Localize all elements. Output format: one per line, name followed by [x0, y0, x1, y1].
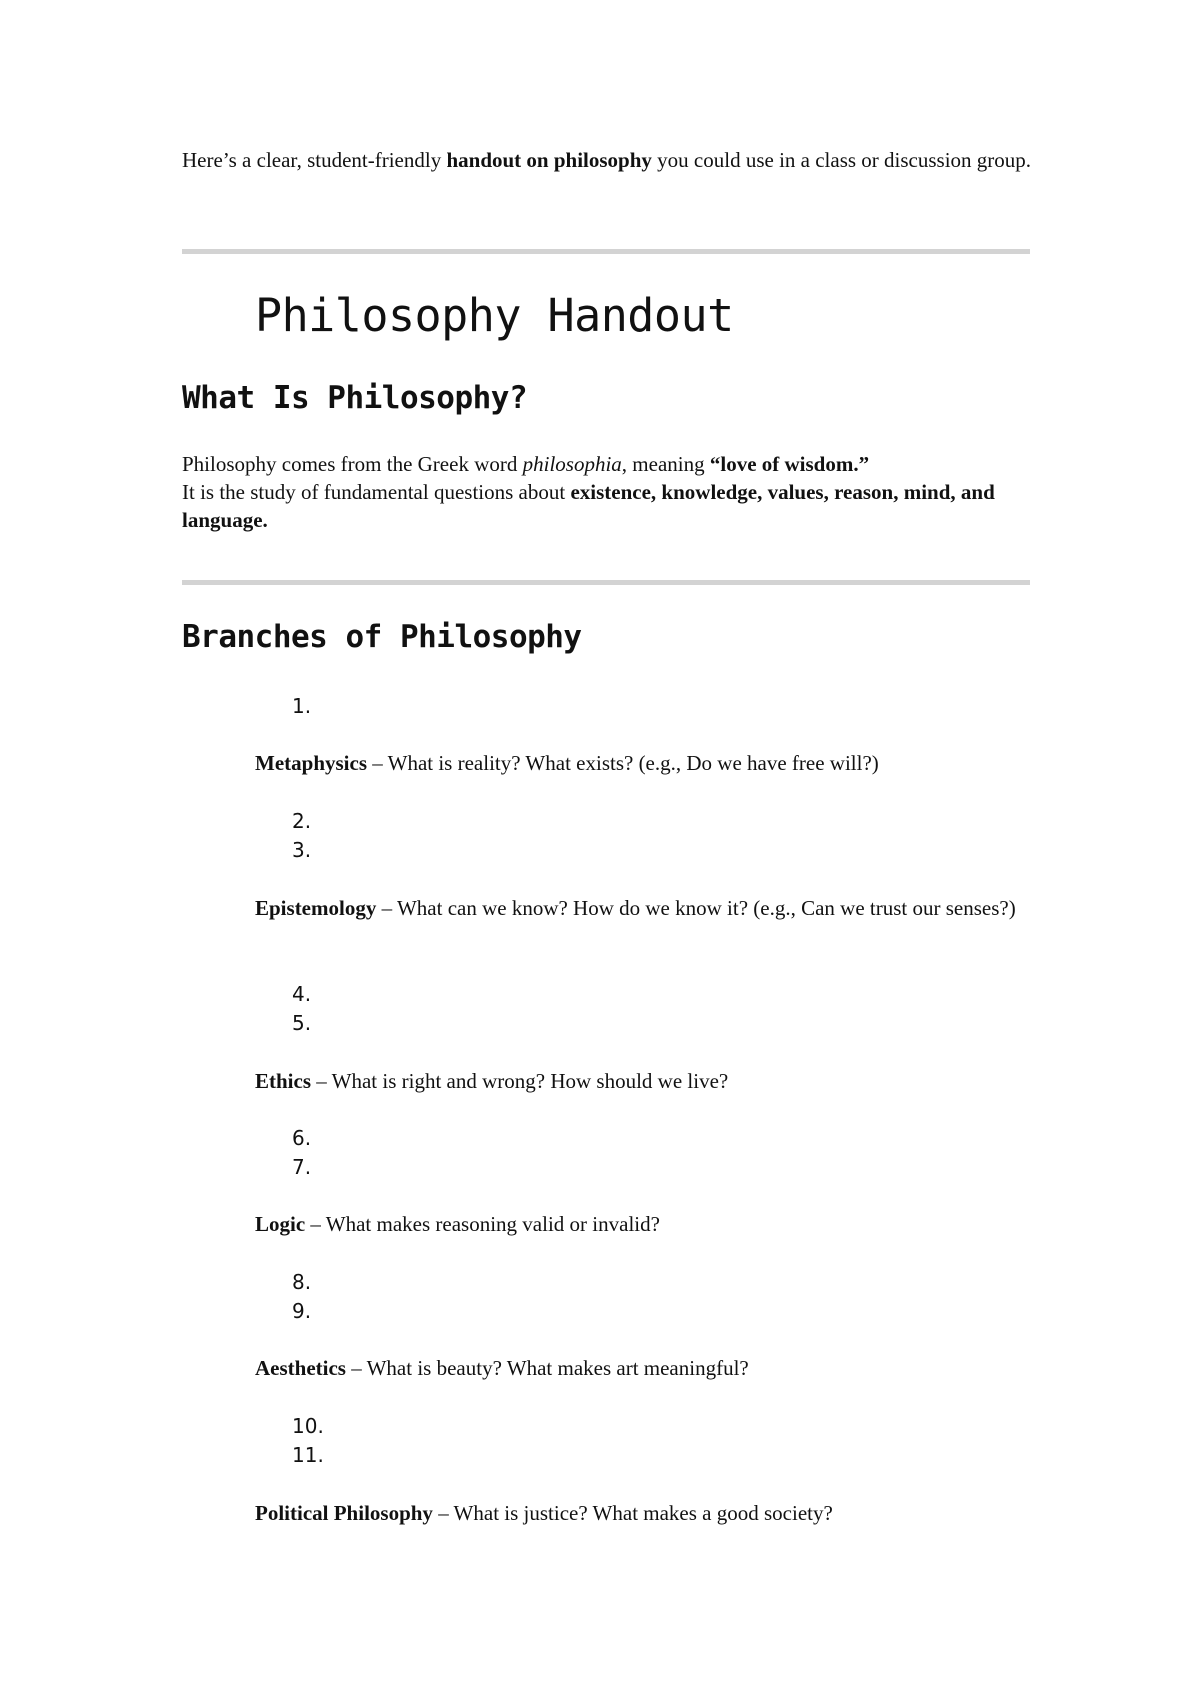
- list-number: 2.: [292, 809, 312, 833]
- branch-item: [255, 749, 1035, 777]
- branch-name: Ethics: [255, 1069, 312, 1093]
- list-number: 1.: [292, 694, 312, 718]
- branch-description: – What can we know? How do we know it? (e.g., Can we trust our senses?): [376, 896, 1016, 920]
- list-number: 3.: [292, 838, 312, 862]
- list-number: 6.: [292, 1126, 312, 1150]
- definition-text: Philosophy comes from the Greek word: [182, 452, 523, 476]
- branch-name: Metaphysics: [255, 751, 367, 775]
- branch-description: – What is right and wrong? How should we live?: [311, 1069, 729, 1093]
- intro-paragraph: [182, 146, 1042, 174]
- definition-paragraph: [182, 450, 1042, 534]
- horizontal-rule: [182, 249, 1030, 254]
- section-heading-what-is: What Is Philosophy?: [182, 380, 528, 416]
- branch-name: Political Philosophy: [255, 1501, 433, 1525]
- branch-name: Epistemology: [255, 896, 377, 920]
- branch-description: – What is justice? What makes a good society?: [432, 1501, 833, 1525]
- branch-name: Aesthetics: [255, 1356, 346, 1380]
- definition-text: It is the study of fundamental questions about: [182, 480, 571, 504]
- branch-description: – What makes reasoning valid or invalid?: [305, 1212, 660, 1236]
- list-number: 9.: [292, 1299, 312, 1323]
- branch-item: [255, 1067, 1035, 1095]
- list-number: 5.: [292, 1011, 312, 1035]
- branch-description: – What is reality? What exists? (e.g., Do we have free will?): [367, 751, 879, 775]
- definition-bold: “love of wisdom.”: [709, 452, 870, 476]
- branch-item: [255, 1499, 1035, 1527]
- greek-word: philosophia: [522, 452, 622, 476]
- intro-text-end: you could use in a class or discussion group.: [651, 148, 1032, 172]
- list-number: 8.: [292, 1270, 312, 1294]
- list-number: 11.: [292, 1443, 324, 1467]
- definition-bold-list: existence, knowledge, values, reason, mind, and language.: [182, 480, 995, 532]
- branch-description: – What is beauty? What makes art meaningful?: [345, 1356, 749, 1380]
- definition-text: , meaning: [621, 452, 710, 476]
- intro-bold-text: handout on philosophy: [446, 148, 652, 172]
- list-number: 4.: [292, 982, 312, 1006]
- page-title: Philosophy Handout: [255, 289, 734, 342]
- horizontal-rule: [182, 580, 1030, 585]
- branch-item: [255, 1354, 1035, 1382]
- section-heading-branches: Branches of Philosophy: [182, 619, 582, 655]
- list-number: 7.: [292, 1155, 312, 1179]
- branch-item: [255, 1210, 1035, 1238]
- branch-item: [255, 894, 1035, 922]
- list-number: 10.: [292, 1414, 324, 1438]
- intro-text: Here’s a clear, student-friendly: [182, 148, 447, 172]
- branch-name: Logic: [255, 1212, 306, 1236]
